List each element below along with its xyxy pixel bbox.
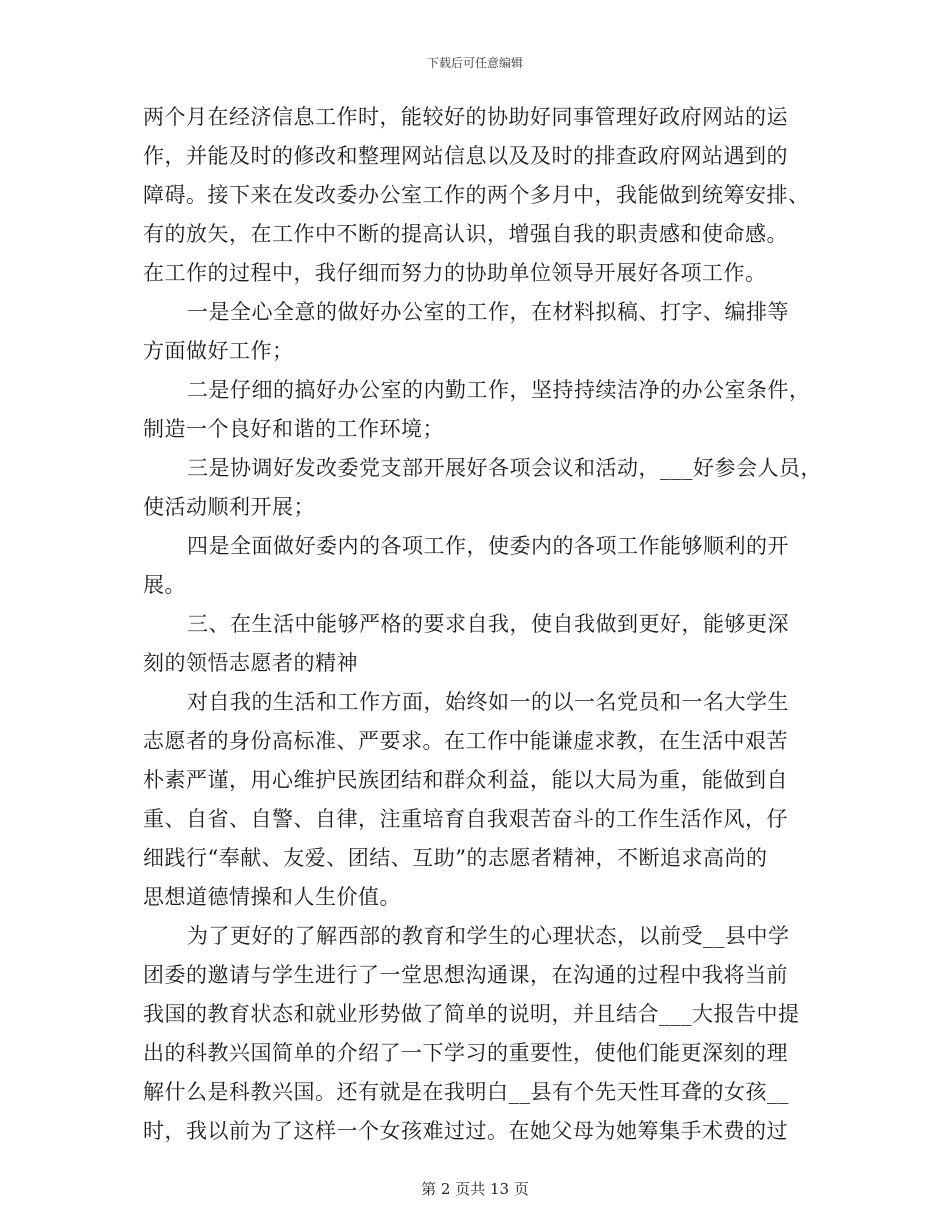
text-line: 志愿者的身份高标准、严要求。在工作中能谦虚求教，在生活中艰苦 [143,729,788,753]
text-line: 制造一个良好和谐的工作环境； [143,417,444,441]
page-header: 下载后可任意编辑 [426,56,523,70]
text-line: 有的放矢，在工作中不断的提高认识，增强自我的职责感和使命感。 [143,222,788,246]
text-line: 重、自省、自警、自律，注重培育自我艰苦奋斗的工作生活作风，仔 [143,807,788,831]
text-line: 刻的领悟志愿者的精神 [143,651,358,675]
text-line: 对自我的生活和工作方面，始终如一的以一名党员和一名大学生 [187,690,789,714]
text-line: 方面做好工作； [143,339,294,363]
text-line: 二是仔细的搞好办公室的内勤工作，坚持持续洁净的办公室条件， [187,378,811,402]
text-line: 两个月在经济信息工作时，能较好的协助好同事管理好政府网站的运 [143,105,788,129]
document-body [143,98,822,1151]
text-line: 三是协调好发改委党支部开展好各项会议和活动，___好参会人员， [187,456,822,480]
text-line: 一是全心全意的做好办公室的工作，在材料拟稿、打字、编排等 [187,300,789,324]
text-line: 展。 [143,573,186,597]
text-line: 三、在生活中能够严格的要求自我，使自我做到更好，能够更深 [187,612,789,636]
text-line: 思想道德情操和人生价值。 [143,885,401,909]
text-line: 为了更好的了解西部的教育和学生的心理状态，以前受__县中学 [187,924,790,948]
text-line: 作，并能及时的修改和整理网站信息以及及时的排查政府网站遇到的 [143,144,788,168]
text-line: 细践行“奉献、友爱、团结、互助”的志愿者精神，不断追求高尚的 [143,846,768,870]
text-line: 朴素严谨，用心维护民族团结和群众利益，能以大局为重，能做到自 [143,768,788,792]
text-line: 使活动顺利开展； [143,495,315,519]
text-line: 我国的教育状态和就业形势做了简单的说明，并且结合___大报告中提 [143,1002,800,1026]
page-footer: 第 2 页共 13 页 [421,1180,529,1198]
text-line: 时，我以前为了这样一个女孩难过过。在她父母为她筹集手术费的过 [143,1119,788,1143]
text-line: 团委的邀请与学生进行了一堂思想沟通课，在沟通的过程中我将当前 [143,963,788,987]
text-line: 障碍。接下来在发改委办公室工作的两个多月中，我能做到统筹安排、 [143,183,810,207]
text-line: 出的科教兴国简单的介绍了一下学习的重要性，使他们能更深刻的理 [143,1041,788,1065]
text-line: 在工作的过程中，我仔细而努力的协助单位领导开展好各项工作。 [143,261,767,285]
text-line: 解什么是科教兴国。还有就是在我明白__县有个先天性耳聋的女孩__ [143,1080,789,1104]
text-line: 四是全面做好委内的各项工作，使委内的各项工作能够顺利的开 [187,534,789,558]
